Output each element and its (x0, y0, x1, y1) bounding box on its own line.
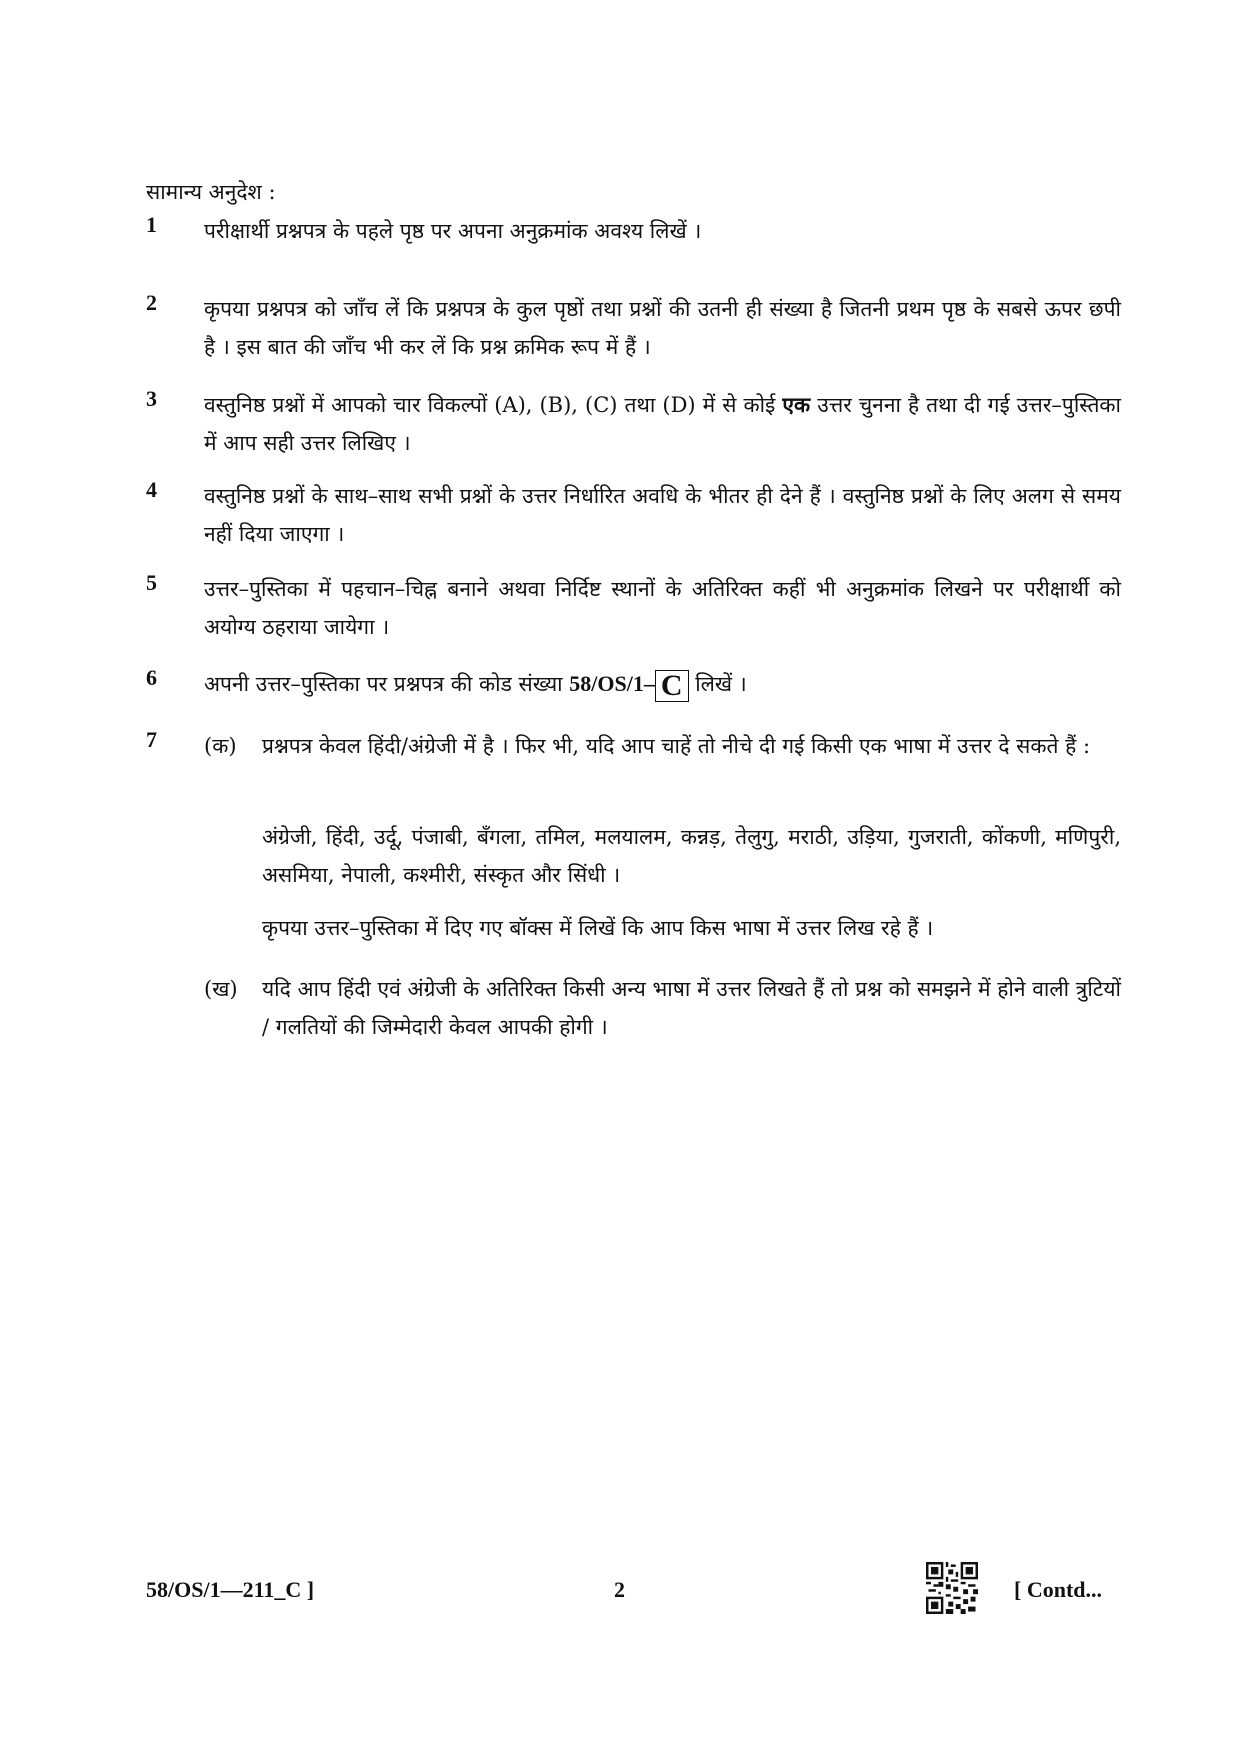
item-text: वस्तुनिष्ठ प्रश्नों के साथ–साथ सभी प्रश्नों के उत्तर निर्धारित अवधि के भीतर ही देने हैं । वस्तुनिष्ठ प्रश्नों के लिए अलग से समय नहीं दिया जाएगा । (204, 484, 1121, 546)
item-number: 7 (146, 727, 157, 752)
page-number: 2 (614, 1577, 625, 1602)
sub-text: यदि आप हिंदी एवं अंग्रेजी के अतिरिक्त किसी अन्य भाषा में उत्तर लिखते हैं तो प्रश्न को समझने में होने वाली त्रुटियों / गलतियों की जिम्मेदारी केवल आपकी होगी । (262, 977, 1121, 1039)
qr-code-icon (926, 1562, 978, 1614)
continued-label: [ Contd... (1014, 1577, 1103, 1602)
item-number: 6 (146, 665, 157, 690)
item-number: 2 (146, 290, 157, 315)
sub-item-ka (204, 727, 1121, 765)
language-list: अंग्रेजी, हिंदी, उर्दू, पंजाबी, बँगला, तमिल, मलयालम, कन्नड़, तेलुगु, मराठी, उड़िया, गुजराती, कोंकणी, मणिपुरी, असमिया, नेपाली, कश्मीरी, संस्कृत और सिंधी । (262, 825, 1121, 887)
instruction-item-6 (146, 665, 1121, 703)
instruction-item-4 (146, 477, 1121, 553)
instruction-item-5 (146, 570, 1121, 646)
sub-text: प्रश्नपत्र केवल हिंदी/अंग्रेजी में है । फिर भी, यदि आप चाहें तो नीचे दी गई किसी एक भाषा में उत्तर दे सकते हैं : (262, 734, 1091, 758)
paper-code: 58/OS/1– (569, 671, 655, 696)
sub-label: (क) (204, 734, 237, 758)
box-note: कृपया उत्तर–पुस्तिका में दिए गए बॉक्स में लिखें कि आप किस भाषा में उत्तर लिख रहे हैं । (262, 916, 934, 940)
item-number: 4 (146, 477, 157, 502)
item-text: परीक्षार्थी प्रश्नपत्र के पहले पृष्ठ पर अपना अनुक्रमांक अवश्य लिखें । (204, 219, 702, 243)
item-text: अपनी उत्तर–पुस्तिका पर प्रश्नपत्र की कोड संख्या 58/OS/1– C लिखें । (204, 669, 747, 702)
footer-paper-code: 58/OS/1—211_C ] (146, 1577, 315, 1602)
item-number: 1 (146, 212, 157, 237)
instruction-item-3 (146, 386, 1121, 462)
item-text: कृपया प्रश्नपत्र को जाँच लें कि प्रश्नपत्र के कुल पृष्ठों तथा प्रश्नों की उतनी ही संख्या है जितनी प्रथम पृष्ठ के सबसे ऊपर छपी है । इस बात की जाँच भी कर लें कि प्रश्न क्रमिक रूप में हैं । (204, 297, 1121, 359)
bold-word: एक (782, 392, 811, 417)
item-number: 5 (146, 570, 157, 595)
instructions-heading: सामान्य अनुदेश : (146, 180, 276, 204)
instruction-item-1 (146, 212, 1121, 250)
item-text: उत्तर–पुस्तिका में पहचान–चिह्न बनाने अथवा निर्दिष्ट स्थानों के अतिरिक्त कहीं भी अनुक्रमांक लिखने पर परीक्षार्थी को अयोग्य ठहराया जायेगा । (204, 577, 1121, 639)
item-number: 3 (146, 386, 157, 411)
sub-item-kha (204, 970, 1121, 1046)
instruction-item-2 (146, 290, 1121, 366)
item-text: वस्तुनिष्ठ प्रश्नों में आपको चार विकल्पों (A), (B), (C) तथा (D) में से कोई एक उत्तर चुनना है तथा दी गई उत्तर–पुस्तिका में आप सही उत्तर लिखिए । (204, 392, 1121, 455)
code-box: C (655, 670, 689, 702)
sub-label: (ख) (204, 977, 238, 1001)
